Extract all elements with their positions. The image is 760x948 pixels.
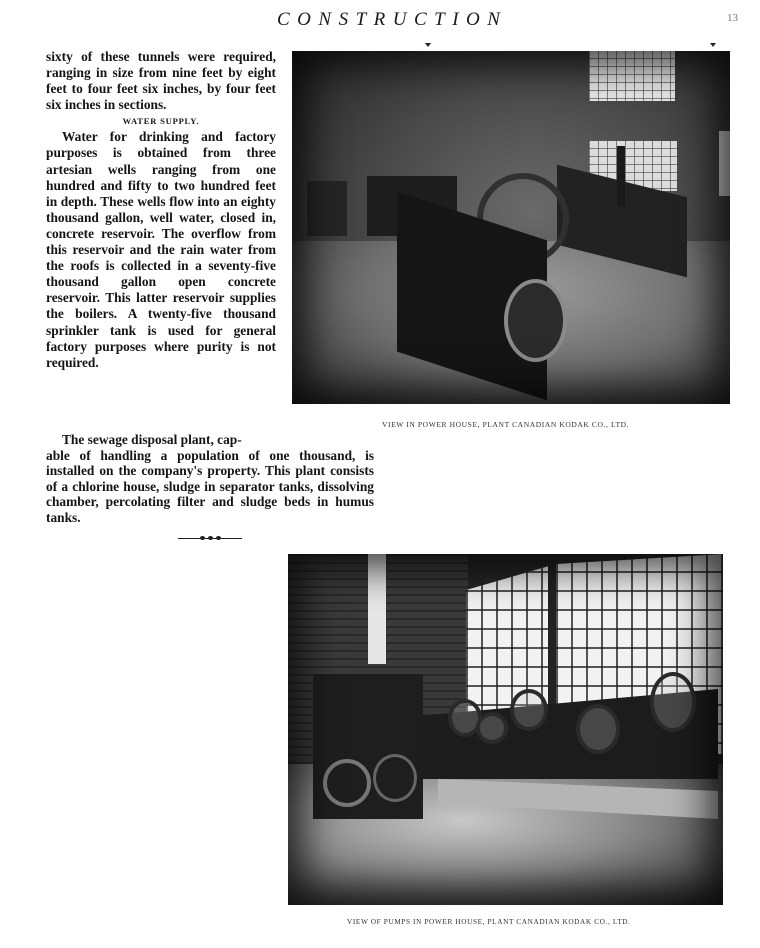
- journal-title: CONSTRUCTION: [277, 9, 508, 30]
- figure-caption: VIEW OF PUMPS IN POWER HOUSE, PLANT CANADIAN KODAK CO., LTD.: [347, 917, 631, 926]
- article-column: [46, 49, 276, 371]
- paragraph-tunnels: sixty of these tunnels were required, ranging in size from nine feet by eight feet to four feet six inches, by four feet six inches in sections.: [46, 49, 276, 113]
- section-heading-water-supply: WATER SUPPLY.: [122, 116, 200, 127]
- column-marker-icon: [425, 43, 431, 47]
- paragraph-sewage: able of handling a population of one thousand, is installed on the company's property. This plant consists of a chlorine house, sludge in separator tanks, dissolving chamber, percolating filter and sludge beds in humus tanks.: [46, 447, 374, 525]
- column-marker-icon: [710, 43, 716, 47]
- figure-caption: VIEW IN POWER HOUSE, PLANT CANADIAN KODAK CO., LTD.: [382, 420, 630, 429]
- power-house-engines-photo: [292, 51, 730, 404]
- ornament-dot: [200, 536, 205, 540]
- section-end-ornament: [178, 536, 242, 540]
- ornament-dot: [216, 536, 221, 540]
- page-number: 13: [727, 12, 738, 24]
- article-wide-paragraph: [46, 432, 374, 526]
- paragraph-water-supply: Water for drinking and factory purposes is obtained from three artesian wells ranging from one hundred and fifty to two hundred feet in depth. These wells flow into an eighty thousand gallon, well water, closed in, concrete reservoir. The overflow from this reservoir and the rain water from the roofs is collected in a seventy-five thousand gallon open concrete reservoir. This latter reservoir supplies the boilers. A twenty-five thousand sprinkler tank is used for general factory purposes where purity is not required.: [46, 129, 276, 370]
- paragraph-sewage-first-line: The sewage disposal plant, cap-: [62, 432, 242, 447]
- photo-vignette: [292, 51, 730, 404]
- photo-vignette: [288, 554, 723, 905]
- power-house-pumps-photo: [288, 554, 723, 905]
- ornament-dot: [208, 536, 213, 540]
